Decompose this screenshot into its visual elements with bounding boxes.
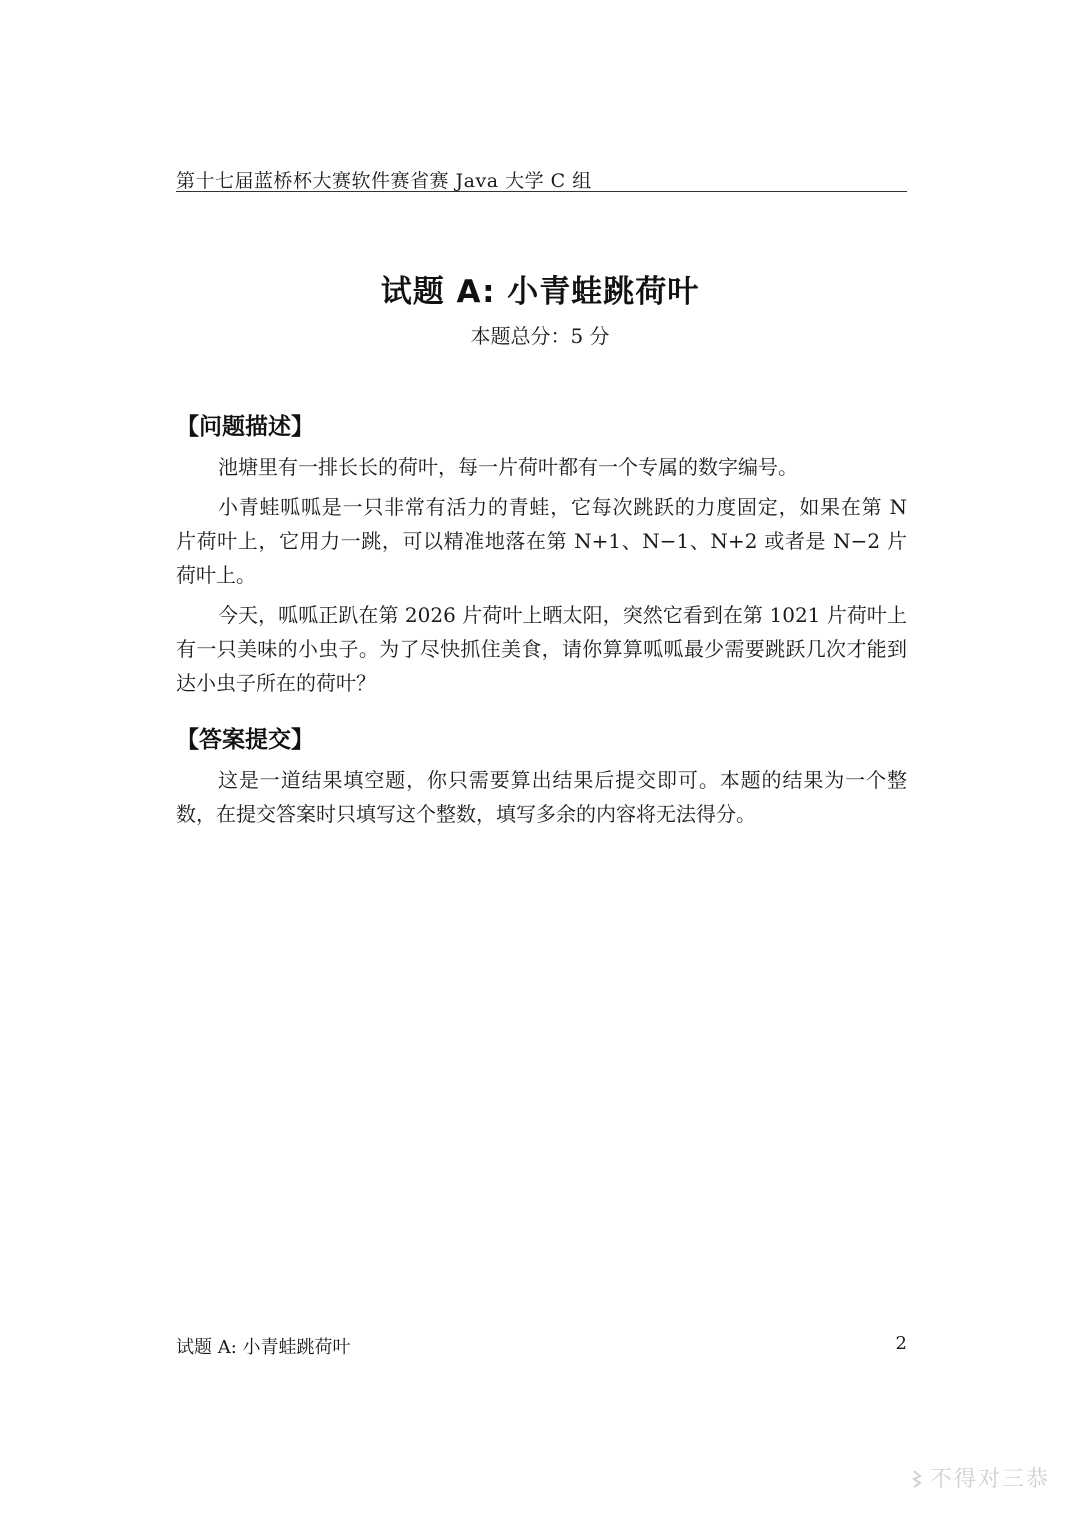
- watermark: [906, 1462, 1050, 1493]
- description-paragraph: 今天，呱呱正趴在第 2026 片荷叶上晒太阳，突然它看到在第 1021 片荷叶上有一只美味的小虫子。为了尽快抓住美食，请你算算呱呱最少需要跳跃几次才能到达小虫子所在的荷叶？: [176, 603, 907, 695]
- problem-title: 试题 A: 小青蛙跳荷叶: [380, 274, 700, 310]
- watermark-logo-icon: [906, 1470, 922, 1488]
- running-header: 第十七届蓝桥杯大赛软件赛省赛 Java 大学 C 组: [176, 170, 592, 192]
- description-body: [176, 450, 907, 706]
- submit-paragraph: 这是一道结果填空题，你只需要算出结果后提交即可。本题的结果为一个整数，在提交答案时只填写这个整数，填写多余的内容将无法得分。: [176, 768, 907, 826]
- problem-score: 本题总分：5 分: [470, 324, 610, 348]
- page-number: 2: [895, 1333, 907, 1354]
- description-paragraph: 小青蛙呱呱是一只非常有活力的青蛙，它每次跳跃的力度固定，如果在第 N 片荷叶上，它用力一跳，可以精准地落在第 N+1、N−1、N+2 或者是 N−2 片荷叶上。: [176, 495, 907, 587]
- submit-body: [176, 763, 907, 837]
- watermark-text: 不得对三恭: [929, 1467, 1050, 1492]
- header-rule: [176, 191, 907, 192]
- submit-heading: 【答案提交】: [176, 727, 314, 753]
- description-heading: 【问题描述】: [176, 414, 314, 440]
- running-footer: 试题 A: 小青蛙跳荷叶: [176, 1337, 351, 1358]
- description-paragraph: 池塘里有一排长长的荷叶，每一片荷叶都有一个专属的数字编号。: [218, 455, 798, 479]
